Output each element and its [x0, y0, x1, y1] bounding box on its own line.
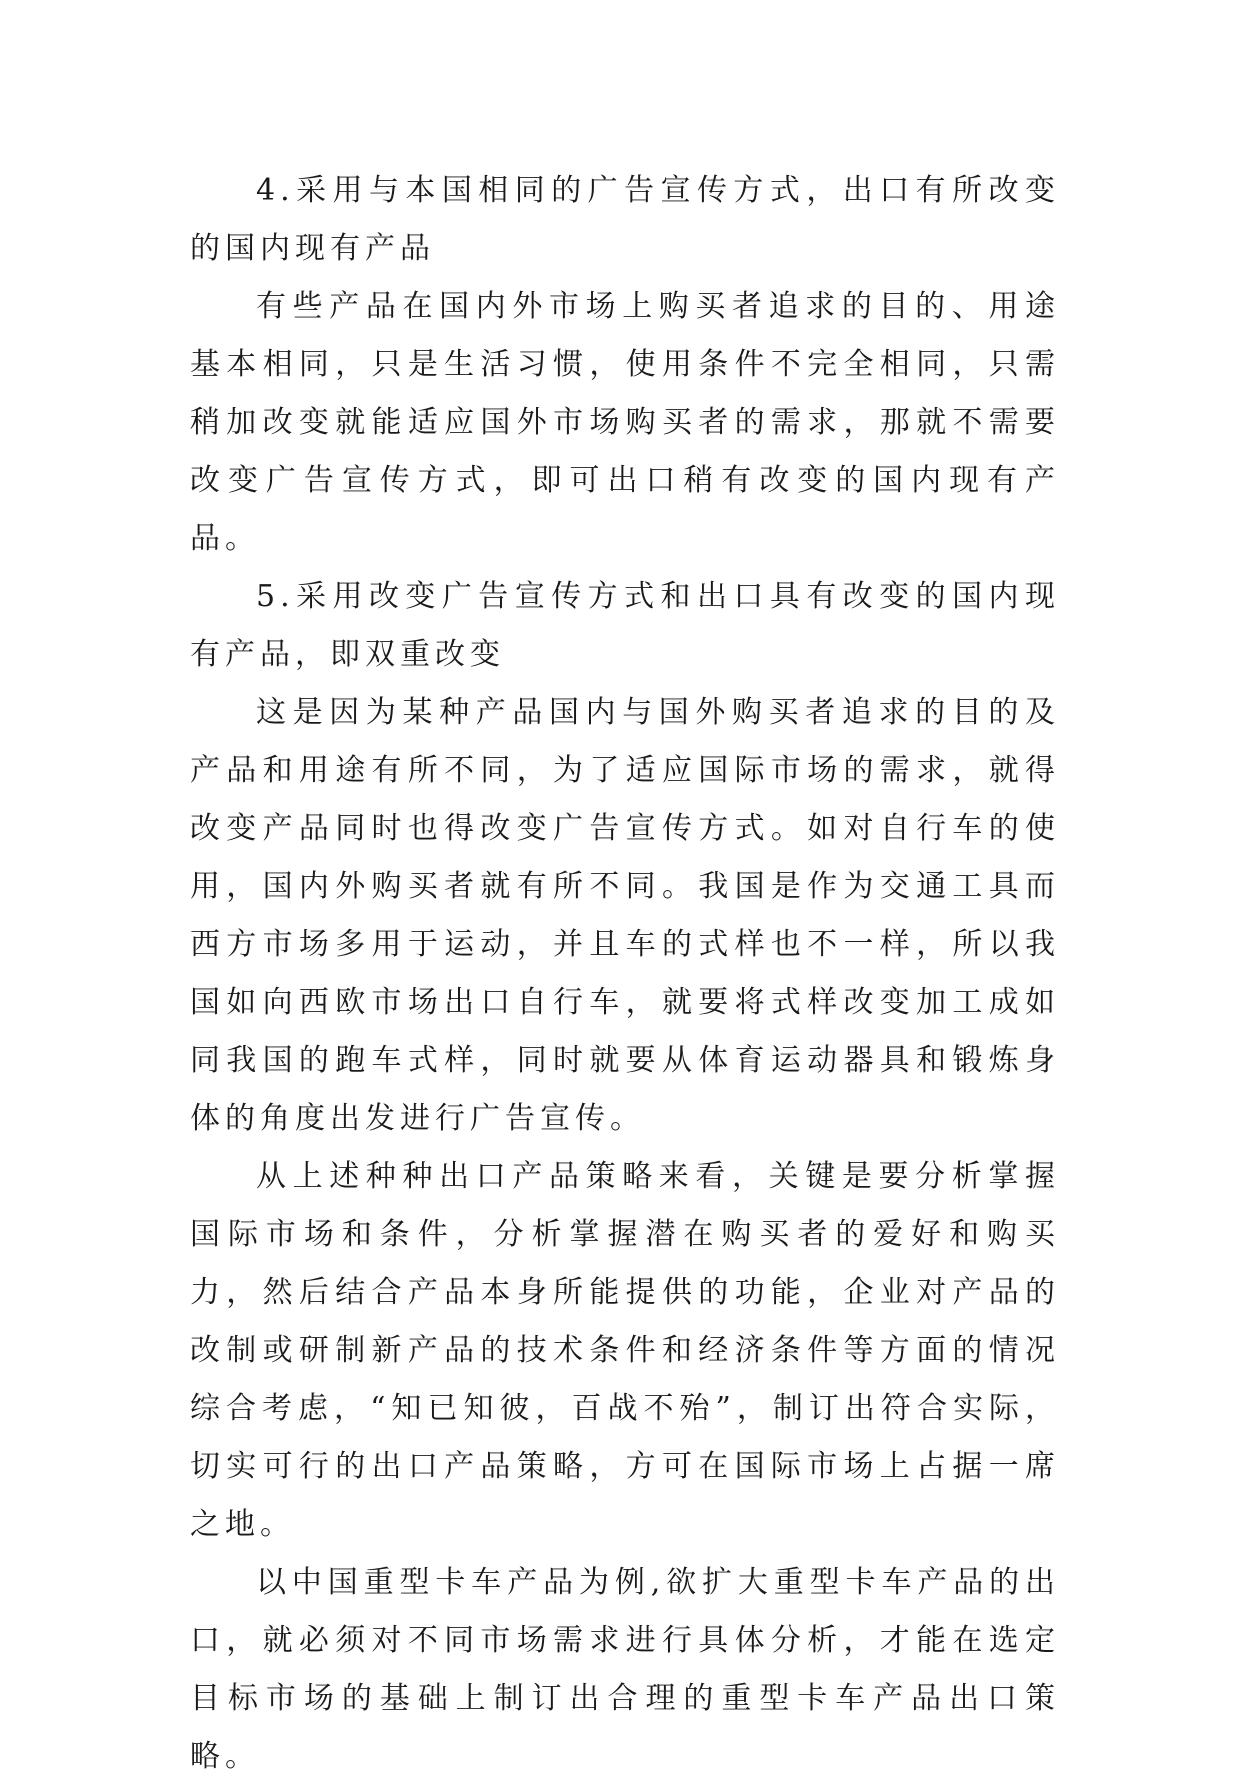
- paragraph-truck-example: 以中国重型卡车产品为例,欲扩大重型卡车产品的出口，就必须对不同市场需求进行具体分析，才能在选定目标市场的基础上制订出合理的重型卡车产品出口策略。: [190, 1565, 1060, 1774]
- paragraph-strategy-4-body: 有些产品在国内外市场上购买者追求的目的、用途基本相同，只是生活习惯，使用条件不完全相同，只需稍加改变就能适应国外市场购买者的需求，那就不需要改变广告宣传方式，即可出口稍有改变的国内现有产品。: [190, 289, 1060, 556]
- heading-strategy-4: 4.采用与本国相同的广告宣传方式，出口有所改变的国内现有产品: [190, 173, 1060, 266]
- paragraph-summary: 从上述种种出口产品策略来看，关键是要分析掌握国际市场和条件，分析掌握潜在购买者的爱好和购买力，然后结合产品本身所能提供的功能，企业对产品的改制或研制新产品的技术条件和经济条件等方面的情况综合考虑，“知已知彼，百战不殆”，制订出符合实际，切实可行的出口产品策略，方可在国际市场上占据一席之地。: [190, 1159, 1060, 1542]
- document-body: [190, 162, 1060, 1786]
- paragraph-strategy-5-body: 这是因为某种产品国内与国外购买者追求的目的及产品和用途有所不同，为了适应国际市场的需求，就得改变产品同时也得改变广告宣传方式。如对自行车的使用，国内外购买者就有所不同。我国是作为交通工具而西方市场多用于运动，并且车的式样也不一样，所以我国如向西欧市场出口自行车，就要将式样改变加工成如同我国的跑车式样，同时就要从体育运动器具和锻炼身体的角度出发进行广告宣传。: [190, 695, 1060, 1136]
- heading-strategy-5: 5.采用改变广告宣传方式和出口具有改变的国内现有产品，即双重改变: [190, 579, 1060, 672]
